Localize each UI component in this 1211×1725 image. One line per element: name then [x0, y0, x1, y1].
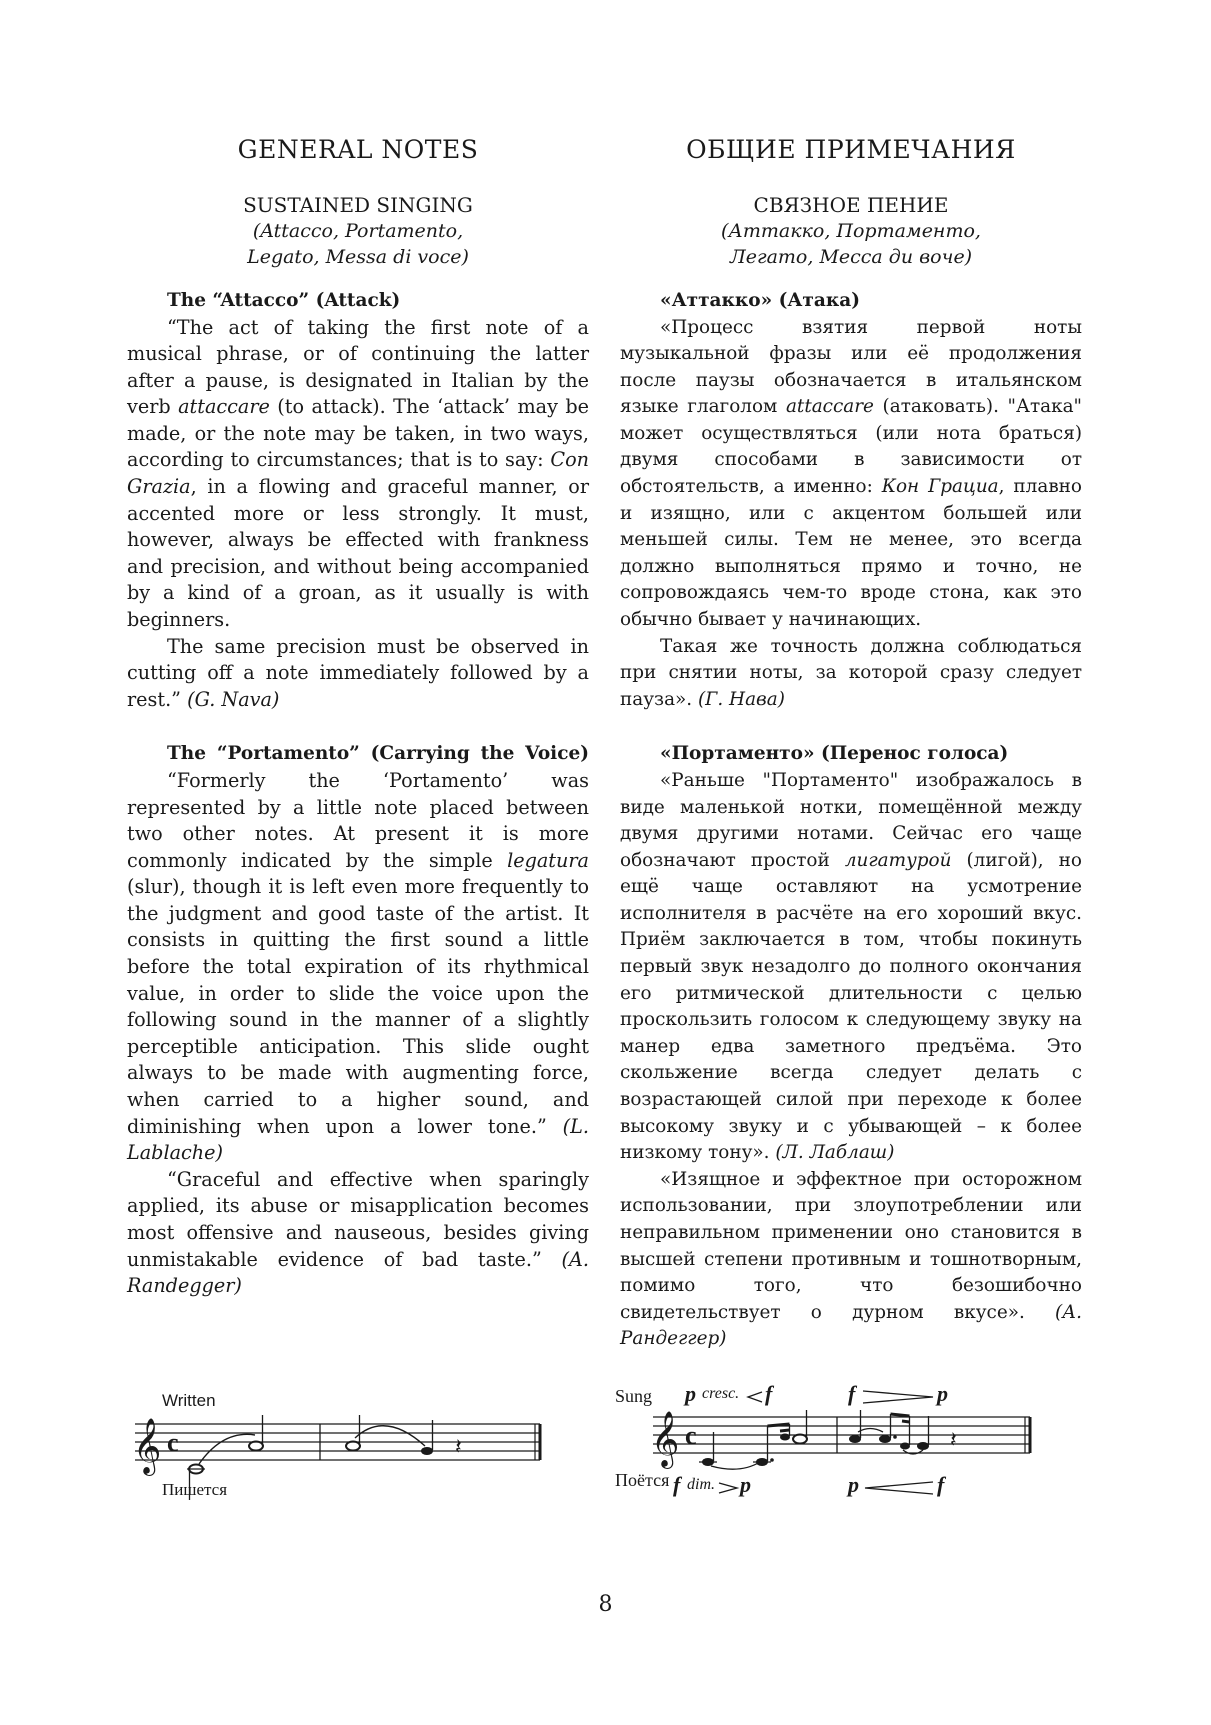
section-terms-en-2: Legato, Messa di voce) — [247, 246, 469, 268]
portamento-section-ru — [620, 741, 1082, 1353]
quarter-rest-icon: 𝄽 — [950, 1428, 957, 1453]
dynamic-forte: f — [673, 1472, 681, 1497]
section-terms-ru-1: (Аттакко, Портаменто, — [721, 220, 981, 242]
quarter-note — [421, 1447, 433, 1455]
common-time-signature: c — [685, 1421, 697, 1450]
beam — [768, 1424, 790, 1426]
dynamic-piano: p — [848, 1472, 859, 1497]
dynamic-forte: f — [937, 1472, 945, 1497]
section-title-en: SUSTAINED SINGING — [243, 193, 473, 217]
sixteenth-note — [780, 1434, 790, 1441]
common-time-signature: c — [167, 1428, 179, 1457]
page-title-en: GENERAL NOTES — [237, 135, 479, 164]
diminuendo-hairpin — [719, 1483, 737, 1493]
written-label: Written — [162, 1391, 216, 1410]
dotted-eighth-note — [756, 1458, 768, 1466]
section-terms-ru-2: Легато, Месса ди воче) — [729, 246, 973, 268]
dynamic-forte: f — [848, 1381, 856, 1406]
attacco-paragraph-2-en: The same precision must be observed in cutting off a note immediately followed by a rest.” (G. Nava) — [127, 634, 589, 711]
dynamic-cresc: cresc. — [702, 1385, 740, 1402]
half-note — [249, 1442, 263, 1451]
sung-label: Sung — [615, 1386, 653, 1406]
portamento-paragraph-en: “Formerly the ‘Portamento’ was represented by a little note placed between two other notes. At present it is more commonly indicated by the simple legatura (slur), though it is left even more frequently to the judgment and good taste of the artist. It consists in quitting the first sound a little before the total expiration of its rhythmical value, in order to slide the voice upon the following sound in the manner of a slightly perceptible anticipation. This slide ought always to be made with augmenting force, when carried to a higher sound, and diminishing when upon a lower tone.” (L. Lablache) — [127, 768, 589, 1165]
dynamic-piano: p — [740, 1472, 751, 1497]
quarter-rest-icon: 𝄽 — [455, 1435, 462, 1460]
attacco-paragraph-en: “The act of taking the first note of a musical phrase, or of continuing the latter after a pause, is designated in Italian by the verb attaccare (to attack). The ‘attack’ may be made, or the note may be taken, in two ways, according to circumstances; that is to say: Con Grazia, in a flowing and graceful manner, or accented more or less strongly. It must, however, always be effected with frankness and precision, and without being accompanied by a kind of a groan, as it usually is with beginners. — [127, 315, 589, 632]
portamento-heading-en: The “Portamento” (Carrying the Voice) — [167, 743, 589, 765]
russian-column — [620, 128, 1082, 1353]
sung-staff — [615, 1370, 1095, 1510]
beam — [891, 1414, 910, 1416]
written-label-ru: Пишется — [162, 1480, 228, 1499]
slur — [711, 1462, 760, 1469]
dynamic-piano: p — [937, 1381, 948, 1406]
music-example-written — [135, 1370, 590, 1514]
tie — [858, 1429, 883, 1433]
attacco-heading-ru: «Аттакко» (Атака) — [660, 290, 860, 311]
page-title-ru: ОБЩИЕ ПРИМЕЧАНИЯ — [686, 135, 1016, 164]
treble-clef-icon: 𝄞 — [651, 1411, 680, 1467]
attacco-paragraph-ru: «Процесс взятия первой ноты музыкальной фразы или её продолжения после паузы обозначается в итальянском языке глаголом attaccare (атаковать). "Атака" может осуществляться (или нота браться) двумя способами в зависимости от обстоятельств, а именно: Кон Грациа, плавно и изящно, или с акцентом большей или меньшей силы. Тем не менее, это всегда должно выполняться прямо и точно, не сопровождаясь чем-то вроде стона, как это обычно бывает у начинающих. — [620, 316, 1083, 631]
attacco-paragraph-2-ru: Такая же точность должна соблюдаться при снятии ноты, за которой сразу следует пауза». (Г. Нава) — [620, 635, 1082, 710]
page-number: 8 — [598, 1592, 613, 1617]
portamento-heading-ru: «Портаменто» (Перенос голоса) — [660, 743, 1009, 765]
diminuendo-hairpin — [863, 1391, 933, 1403]
section-title-ru: СВЯЗНОЕ ПЕНИЕ — [753, 193, 949, 217]
dotted-eighth-note — [879, 1435, 891, 1443]
dynamic-dim: dim. — [687, 1476, 715, 1493]
sung-label-ru: Поётся — [615, 1470, 670, 1490]
slur — [355, 1426, 425, 1446]
portamento-paragraph-2-en: “Graceful and effective when sparingly applied, its abuse or misapplication becomes most offensive and nauseous, besides giving unmistakable evidence of bad taste.” (A. Randegger) — [127, 1167, 589, 1298]
attacco-section-ru — [620, 288, 1082, 713]
written-staff — [135, 1370, 590, 1510]
portamento-section-en — [127, 741, 589, 1299]
quarter-note — [917, 1442, 929, 1450]
portamento-paragraph-2-ru: «Изящное и эффектное при осторожном использовании, при злоупотреблении или неправильном применении оно становится в высшей степени противным и тошнотворным, помимо того, что безошибочно свидетельствует о дурном вкусе». (А. Рандеггер) — [620, 1168, 1083, 1350]
quarter-note — [849, 1435, 861, 1443]
crescendo-hairpin — [865, 1482, 933, 1494]
dynamic-piano: p — [685, 1381, 696, 1406]
attacco-heading-en: The “Attacco” (Attack) — [167, 290, 401, 311]
treble-clef-icon: 𝄞 — [135, 1418, 162, 1474]
quarter-note — [702, 1458, 714, 1466]
sixteenth-note — [900, 1443, 910, 1450]
music-example-sung — [615, 1370, 1095, 1514]
attacco-section-en — [127, 288, 589, 713]
half-note — [793, 1435, 807, 1444]
english-column — [127, 128, 589, 1300]
section-terms-en-1: (Attacco, Portamento, — [252, 220, 464, 242]
portamento-paragraph-ru: «Раньше "Портаменто" изображалось в виде маленькой нотки, помещённой между двумя другими нотами. Сейчас его чаще обозначают простой лигатурой (лигой), но ещё чаще оставляют на усмотрение исполнителя в расчёте на его хороший вкус. Приём заключается в том, чтобы покинуть первый звук незадолго до полного окончания его ритмической длительности с целью проскользить голосом к следующему звуку на манер едва заметного предъёма. Это скольжение всегда следует делать с возрастающей силой при переходе к более высокому звуку и с убывающей – к более низкому тону». (Л. Лаблаш) — [620, 769, 1083, 1164]
staff-lines — [135, 1424, 540, 1460]
half-note — [346, 1442, 360, 1451]
staff-lines — [653, 1417, 1030, 1453]
dynamic-forte: f — [765, 1381, 773, 1406]
crescendo-hairpin — [748, 1392, 762, 1402]
